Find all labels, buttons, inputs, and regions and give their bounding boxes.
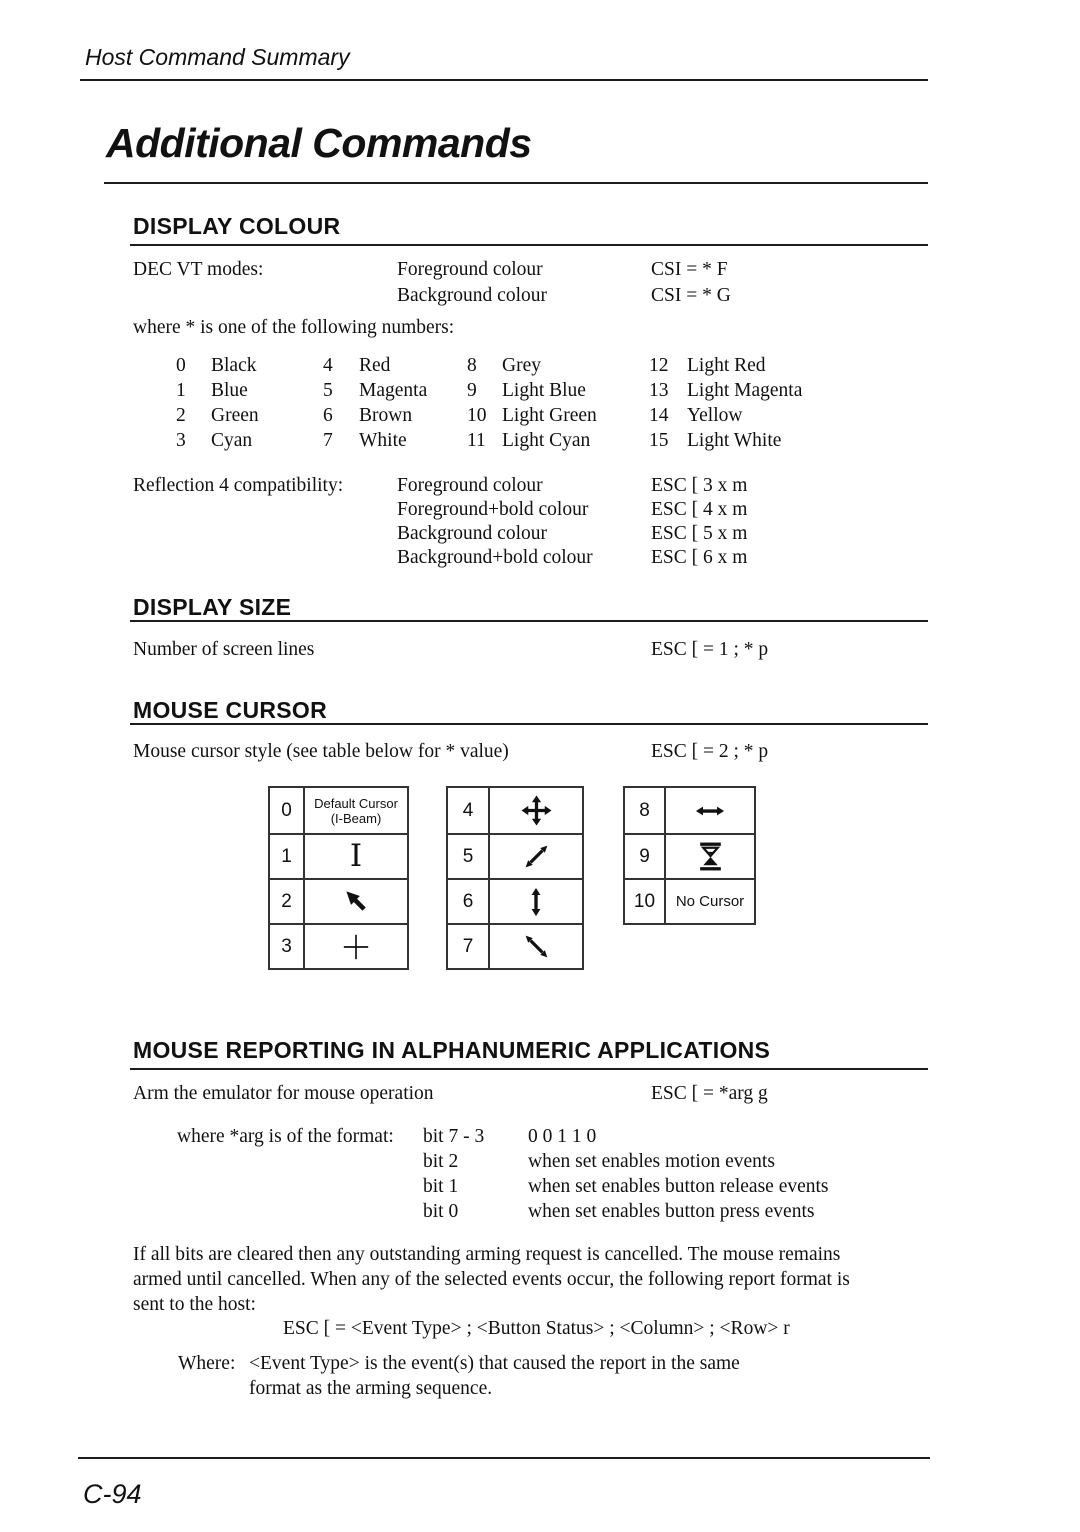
arg-format-label: where *arg is of the format:: [177, 1126, 394, 1147]
section-heading-display-size: DISPLAY SIZE: [133, 594, 292, 620]
cursor-style-row: [270, 788, 407, 833]
i-beam-cursor-icon: [305, 835, 407, 878]
reflection-label: Reflection 4 compatibility:: [133, 475, 344, 496]
nw-arrow-cursor-icon: [305, 880, 407, 923]
command-name: Foreground+bold colour: [397, 499, 589, 520]
command-name: Foreground colour: [397, 475, 543, 496]
hourglass-cursor-icon: [666, 835, 754, 878]
cursor-style-row: [270, 878, 407, 923]
cursor-style-table-3: [623, 786, 756, 925]
cursor-style-label: [666, 880, 754, 923]
bit-description: 0 0 1 1 0: [528, 1126, 597, 1147]
colour-name: Cyan: [211, 430, 253, 451]
dec-vt-modes-label: DEC VT modes:: [133, 259, 264, 280]
where-line: <Event Type> is the event(s) that caused the report in the same: [249, 1353, 740, 1374]
cursor-style-number: 9: [625, 835, 666, 878]
cursor-style-number: 2: [270, 880, 305, 923]
bit-label: bit 0: [423, 1201, 459, 1222]
crosshair-cursor-icon: [305, 925, 407, 968]
command-code: CSI = * G: [651, 285, 731, 306]
colour-number: 13: [649, 380, 669, 401]
bit-description: when set enables button press events: [528, 1201, 815, 1222]
where-label: Where:: [178, 1353, 236, 1374]
colour-name: Magenta: [359, 380, 428, 401]
command-name: Background colour: [397, 285, 548, 306]
i-beam-glyph: I: [349, 838, 363, 874]
bit-description: when set enables button release events: [528, 1176, 829, 1197]
command-code: ESC [ = 1 ; * p: [651, 639, 769, 660]
cursor-style-label-text: No Cursor: [675, 893, 745, 910]
colour-name: Light Green: [502, 405, 597, 426]
mouse-cursor-rule: [130, 723, 928, 725]
colour-name: Red: [359, 355, 391, 376]
cursor-style-table-1: [268, 786, 409, 970]
cursor-style-row: [448, 923, 582, 968]
cursor-style-row: [625, 833, 754, 878]
report-format: ESC [ = <Event Type> ; <Button Status> ; <Column> ; <Row> r: [283, 1318, 790, 1339]
cursor-style-number: 4: [448, 788, 490, 833]
where-line: format as the arming sequence.: [249, 1378, 493, 1399]
cursor-style-row: [448, 833, 582, 878]
colour-name: Black: [211, 355, 257, 376]
command-code: CSI = * F: [651, 259, 728, 280]
vertical-resize-cursor-icon: [490, 880, 582, 923]
colour-number: 2: [176, 405, 186, 426]
colour-number: 11: [467, 430, 486, 451]
cursor-style-row: [270, 923, 407, 968]
colour-name: Light Cyan: [502, 430, 591, 451]
cursor-style-row: [448, 878, 582, 923]
colour-number: 1: [176, 380, 186, 401]
section-heading-mouse-cursor: MOUSE CURSOR: [133, 697, 328, 723]
command-code: ESC [ = *arg g: [651, 1083, 768, 1104]
colour-number: 4: [323, 355, 333, 376]
colour-number: 8: [467, 355, 477, 376]
paragraph-line: armed until cancelled. When any of the selected events occur, the following report format is: [133, 1269, 850, 1290]
cursor-style-label-text: Default Cursor (I-Beam): [314, 795, 398, 826]
display-colour-rule: [130, 244, 928, 246]
section-heading-display-colour: DISPLAY COLOUR: [133, 213, 341, 239]
ne-sw-resize-cursor-icon: [490, 835, 582, 878]
cursor-style-number: 6: [448, 880, 490, 923]
command-name: Arm the emulator for mouse operation: [133, 1083, 434, 1104]
where-note: where * is one of the following numbers:: [133, 317, 455, 338]
bit-description: when set enables motion events: [528, 1151, 775, 1172]
colour-number: 5: [323, 380, 333, 401]
colour-number: 0: [176, 355, 186, 376]
paragraph-line: If all bits are cleared then any outstanding arming request is cancelled. The mouse remains: [133, 1244, 841, 1265]
command-name: Mouse cursor style (see table below for * value): [133, 741, 509, 762]
cursor-style-number: 1: [270, 835, 305, 878]
bit-label: bit 2: [423, 1151, 459, 1172]
cursor-style-number: 8: [625, 788, 666, 833]
colour-name: Blue: [211, 380, 248, 401]
command-name: Background colour: [397, 523, 548, 544]
command-code: ESC [ 5 x m: [651, 523, 748, 544]
cursor-style-number: 10: [625, 880, 666, 923]
colour-number: 9: [467, 380, 477, 401]
colour-number: 10: [467, 405, 487, 426]
colour-number: 7: [323, 430, 333, 451]
cursor-style-number: 7: [448, 925, 490, 968]
section-heading-mouse-reporting: MOUSE REPORTING IN ALPHANUMERIC APPLICATIONS: [133, 1037, 771, 1063]
move-cursor-icon: [490, 788, 582, 833]
colour-name: Grey: [502, 355, 541, 376]
colour-name: Brown: [359, 405, 413, 426]
display-size-rule: [130, 620, 928, 622]
cursor-style-row: [448, 788, 582, 833]
colour-name: Light Blue: [502, 380, 586, 401]
cursor-style-label: [305, 788, 407, 833]
cursor-style-table-2: [446, 786, 584, 970]
bit-label: bit 7 - 3: [423, 1126, 485, 1147]
footer-rule: [78, 1457, 930, 1459]
colour-name: Green: [211, 405, 259, 426]
command-code: ESC [ 4 x m: [651, 499, 748, 520]
colour-name: White: [359, 430, 407, 451]
paragraph-line: sent to the host:: [133, 1294, 256, 1315]
command-name: Number of screen lines: [133, 639, 315, 660]
colour-number: 6: [323, 405, 333, 426]
header-rule: [80, 79, 928, 81]
command-code: ESC [ 6 x m: [651, 547, 748, 568]
nw-se-resize-cursor-icon: [490, 925, 582, 968]
colour-name: Yellow: [687, 405, 743, 426]
command-name: Foreground colour: [397, 259, 543, 280]
bit-label: bit 1: [423, 1176, 459, 1197]
cursor-style-row: [270, 833, 407, 878]
command-code: ESC [ 3 x m: [651, 475, 748, 496]
horizontal-resize-cursor-icon: [666, 788, 754, 833]
cursor-style-row: [625, 788, 754, 833]
colour-name: Light Magenta: [687, 380, 803, 401]
page-title: Additional Commands: [106, 120, 532, 166]
mouse-reporting-rule: [130, 1068, 928, 1070]
command-code: ESC [ = 2 ; * p: [651, 741, 769, 762]
cursor-style-number: 0: [270, 788, 305, 833]
title-rule: [104, 182, 928, 184]
cursor-style-row: [625, 878, 754, 923]
colour-name: Light White: [687, 430, 782, 451]
colour-number: 12: [649, 355, 669, 376]
colour-name: Light Red: [687, 355, 766, 376]
command-name: Background+bold colour: [397, 547, 593, 568]
colour-number: 3: [176, 430, 186, 451]
cursor-style-number: 3: [270, 925, 305, 968]
running-header: Host Command Summary: [85, 44, 350, 70]
colour-number: 15: [649, 430, 669, 451]
page-number: C-94: [83, 1479, 142, 1509]
colour-number: 14: [649, 405, 669, 426]
cursor-style-number: 5: [448, 835, 490, 878]
